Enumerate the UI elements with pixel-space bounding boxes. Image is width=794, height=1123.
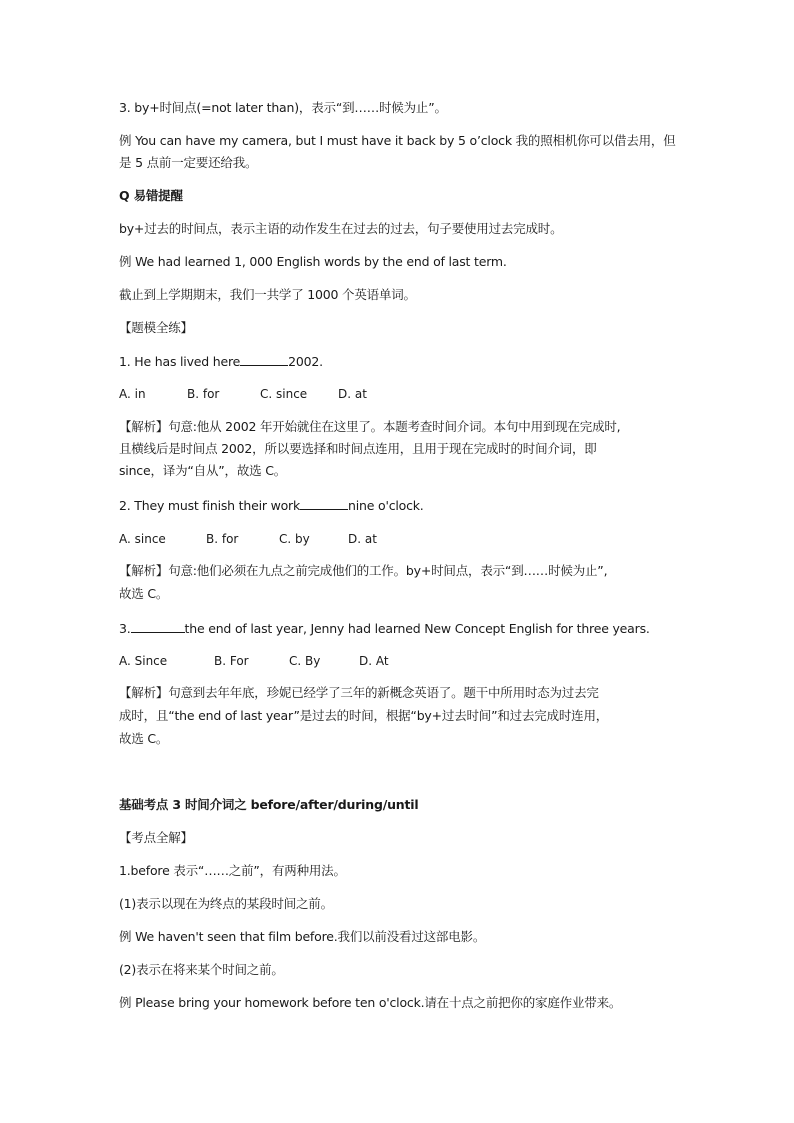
question-1-stem-end: 2002. <box>288 354 323 369</box>
question-3-option-b: B. For <box>214 654 249 668</box>
question-1-blank <box>240 353 288 366</box>
question-3-stem-end: the end of last year, Jenny had learned New Concept English for three years. <box>184 621 650 636</box>
tip-text: by+过去的时间点，表示主语的动作发生在过去的过去，句子要使用过去完成时。 <box>119 221 563 236</box>
question-3-analysis-line-3: 故选 C。 <box>119 731 169 746</box>
tip-example: 例 We had learned 1, 000 English words by the end of last term. <box>119 254 507 269</box>
question-2-option-d: D. at <box>348 532 377 546</box>
before-usage-1-example: 例 We haven't seen that film before.我们以前没看过这部电影。 <box>119 929 486 944</box>
question-3-stem-start: 3. <box>119 621 131 636</box>
question-2-option-c: C. by <box>279 532 310 546</box>
question-3-stem <box>119 620 650 637</box>
before-rule: 1.before 表示“……之前”，有两种用法。 <box>119 863 346 878</box>
practice-title: 【题模全练】 <box>119 320 193 335</box>
section-heading: 基础考点 3 时间介词之 before/after/during/until <box>119 797 419 812</box>
question-2-stem-end: nine o'clock. <box>348 498 424 513</box>
overview-title: 【考点全解】 <box>119 830 193 845</box>
question-2-analysis-line-2: 故选 C。 <box>119 586 169 601</box>
question-1-option-d: D. at <box>338 387 367 401</box>
question-3-analysis-line-2: 成时，且“the end of last year”是过去的时间，根据“by+过去时间”和过去完成时连用， <box>119 708 609 723</box>
question-3-option-a: A. Since <box>119 654 168 668</box>
question-3-analysis-line-1: 【解析】句意到去年年底，珍妮已经学了三年的新概念英语了。题干中所用时态为过去完 <box>119 685 599 700</box>
question-1-option-b: B. for <box>187 387 220 401</box>
question-1-option-a: A. in <box>119 387 146 401</box>
question-3-option-d: D. At <box>359 654 389 668</box>
tip-title: Q 易错提醒 <box>119 188 183 203</box>
rule-item-3: 3. by+时间点(=not later than)，表示“到……时候为止”。 <box>119 100 447 115</box>
tip-translation: 截止到上学期期末，我们一共学了 1000 个英语单词。 <box>119 287 416 302</box>
question-3-blank <box>131 620 185 633</box>
before-usage-2: (2)表示在将来某个时间之前。 <box>119 962 284 977</box>
question-1-stem <box>119 353 323 370</box>
question-1-analysis-line-1: 【解析】句意:他从 2002 年开始就住在这里了。本题考查时间介词。本句中用到现在完成时, <box>119 419 621 434</box>
question-1-analysis-line-3: since，译为“自从”，故选 C。 <box>119 463 287 478</box>
question-2-stem <box>119 497 424 514</box>
question-1-option-c: C. since <box>260 387 308 401</box>
example-sentence-line-2: 是 5 点前一定要还给我。 <box>119 155 258 170</box>
example-sentence-line-1: 例 You can have my camera, but I must have it back by 5 o’clock 我的照相机你可以借去用，但 <box>119 133 676 148</box>
question-2-option-b: B. for <box>206 532 239 546</box>
question-2-analysis-line-1: 【解析】句意:他们必须在九点之前完成他们的工作。by+时间点，表示“到……时候为止”, <box>119 563 608 578</box>
before-usage-2-example: 例 Please bring your homework before ten o'clock.请在十点之前把你的家庭作业带来。 <box>119 995 622 1010</box>
question-1-analysis-line-2: 且横线后是时间点 2002，所以要选择和时间点连用，且用于现在完成时的时间介词，即 <box>119 441 597 456</box>
question-2-blank <box>300 497 348 510</box>
question-2-option-a: A. since <box>119 532 166 546</box>
question-3-option-c: C. By <box>289 654 321 668</box>
question-1-stem-start: 1. He has lived here <box>119 354 241 369</box>
question-2-stem-start: 2. They must finish their work <box>119 498 301 513</box>
before-usage-1: (1)表示以现在为终点的某段时间之前。 <box>119 896 333 911</box>
